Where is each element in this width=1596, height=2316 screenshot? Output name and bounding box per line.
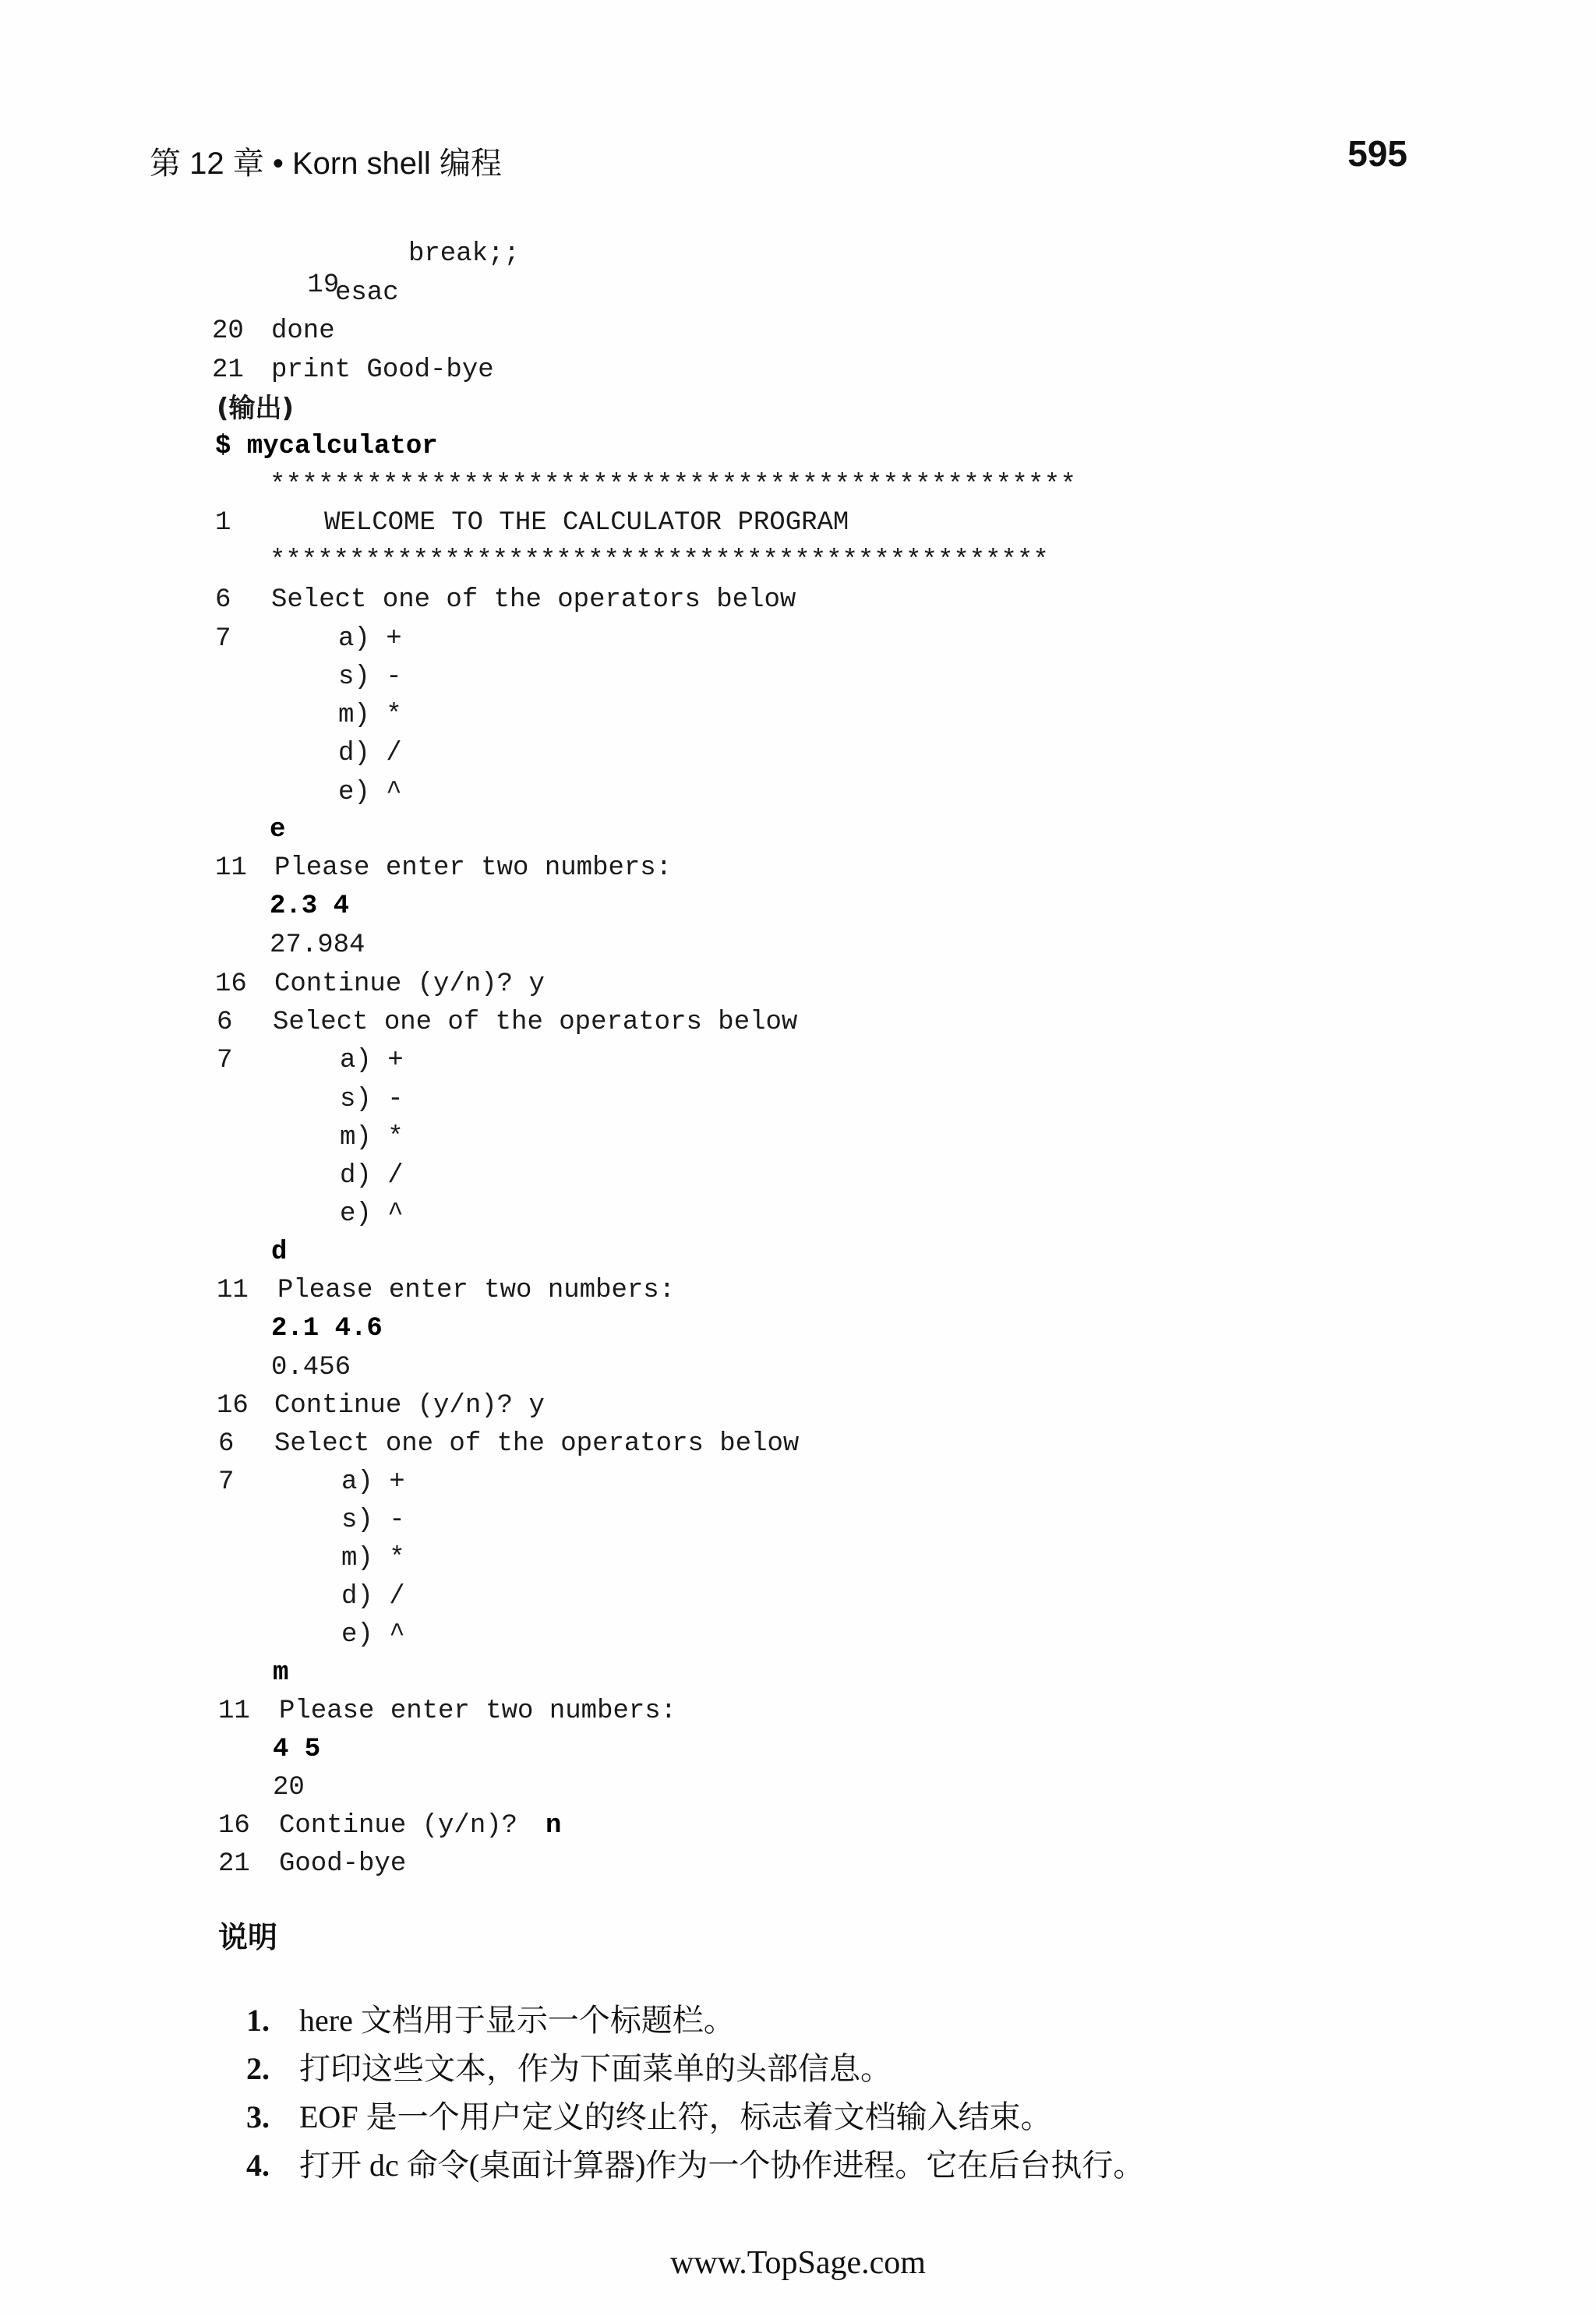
command-prompt: $ mycalculator	[215, 432, 438, 461]
user-input: e	[270, 815, 286, 845]
note-text: 打印这些文本，作为下面菜单的头部信息。	[299, 2051, 892, 2086]
input-prompt: Please enter two numbers:	[277, 1276, 676, 1305]
result-value: 0.456	[271, 1353, 351, 1382]
line-number: 20	[212, 316, 244, 346]
note-number: 2.	[246, 2051, 270, 2086]
input-prompt: Please enter two numbers:	[274, 853, 673, 883]
menu-option: e) ^	[338, 778, 402, 807]
line-number: 16	[215, 969, 247, 999]
input-prompt: Please enter two numbers:	[279, 1696, 677, 1726]
line-number: 7	[218, 1467, 235, 1497]
line-number: 11	[215, 853, 247, 883]
menu-prompt: Select one of the operators below	[271, 585, 796, 615]
menu-option: m) *	[340, 1123, 404, 1153]
menu-prompt: Select one of the operators below	[273, 1008, 798, 1037]
menu-option: m) *	[338, 701, 402, 730]
line-number: 7	[215, 624, 231, 654]
menu-option: s) -	[341, 1506, 405, 1535]
line-number: 16	[218, 1811, 250, 1841]
line-number: 16	[217, 1391, 249, 1421]
note-number: 1.	[246, 2003, 270, 2038]
menu-option: e) ^	[341, 1620, 405, 1650]
note-number: 4.	[246, 2148, 270, 2183]
user-input: 2.1 4.6	[271, 1314, 383, 1343]
result-value: 27.984	[270, 930, 365, 960]
note-item	[215, 2104, 1144, 2222]
line-number: 6	[215, 585, 231, 615]
code-text: done	[271, 316, 335, 346]
output-label: (输出)	[217, 393, 295, 424]
menu-option: m) *	[341, 1544, 405, 1573]
line-number: 6	[218, 1429, 235, 1459]
user-input: m	[273, 1658, 289, 1688]
menu-option: s) -	[338, 662, 402, 692]
result-value: 20	[273, 1773, 305, 1802]
note-text: EOF 是一个用户定义的终止符，标志着文档输入结束。	[299, 2099, 1052, 2134]
notes-heading: 说明	[218, 1920, 278, 1954]
line-number: 1	[215, 508, 231, 538]
continue-prompt: Continue (y/n)? y	[274, 1391, 545, 1421]
page-number: 595	[1347, 133, 1407, 174]
code-text: print Good-bye	[271, 355, 494, 385]
user-input: d	[271, 1237, 288, 1267]
line-number: 11	[218, 1696, 250, 1726]
continue-prompt: Continue (y/n)? y	[274, 969, 545, 999]
line-number: 6	[217, 1008, 233, 1037]
line-number: 11	[217, 1276, 249, 1305]
line-number: 7	[217, 1046, 233, 1075]
menu-option: a) +	[338, 624, 402, 654]
user-input: n	[546, 1811, 562, 1841]
code-text: esac	[335, 278, 399, 308]
menu-option: d) /	[341, 1582, 405, 1612]
line-number: 21	[212, 355, 244, 385]
note-number: 3.	[246, 2099, 270, 2134]
banner-border-top: **************************************************	[270, 471, 1077, 500]
goodbye-output: Good-bye	[279, 1849, 407, 1879]
note-text: here 文档用于显示一个标题栏。	[299, 2003, 735, 2038]
line-number: 21	[218, 1849, 250, 1879]
menu-option: d) /	[338, 739, 402, 768]
menu-option: a) +	[341, 1467, 405, 1497]
continue-prompt: Continue (y/n)?	[279, 1811, 534, 1841]
banner-title: WELCOME TO THE CALCULATOR PROGRAM	[324, 508, 849, 538]
menu-option: e) ^	[340, 1199, 404, 1229]
menu-option: d) /	[340, 1161, 404, 1191]
chapter-header: 第 12 章 • Korn shell 编程	[150, 147, 502, 181]
line-number: 19	[307, 270, 340, 300]
note-text: 打开 dc 命令(桌面计算器)作为一个协作进程。它在后台执行。	[299, 2148, 1145, 2183]
menu-option: a) +	[340, 1046, 404, 1075]
code-text: break;;	[408, 239, 520, 269]
user-input: 4 5	[273, 1735, 321, 1764]
menu-option: s) -	[340, 1085, 404, 1114]
banner-border-bottom: *************************************************	[270, 546, 1049, 576]
footer-url: www.TopSage.com	[670, 2245, 926, 2281]
menu-prompt: Select one of the operators below	[274, 1429, 800, 1459]
user-input: 2.3 4	[270, 891, 350, 921]
